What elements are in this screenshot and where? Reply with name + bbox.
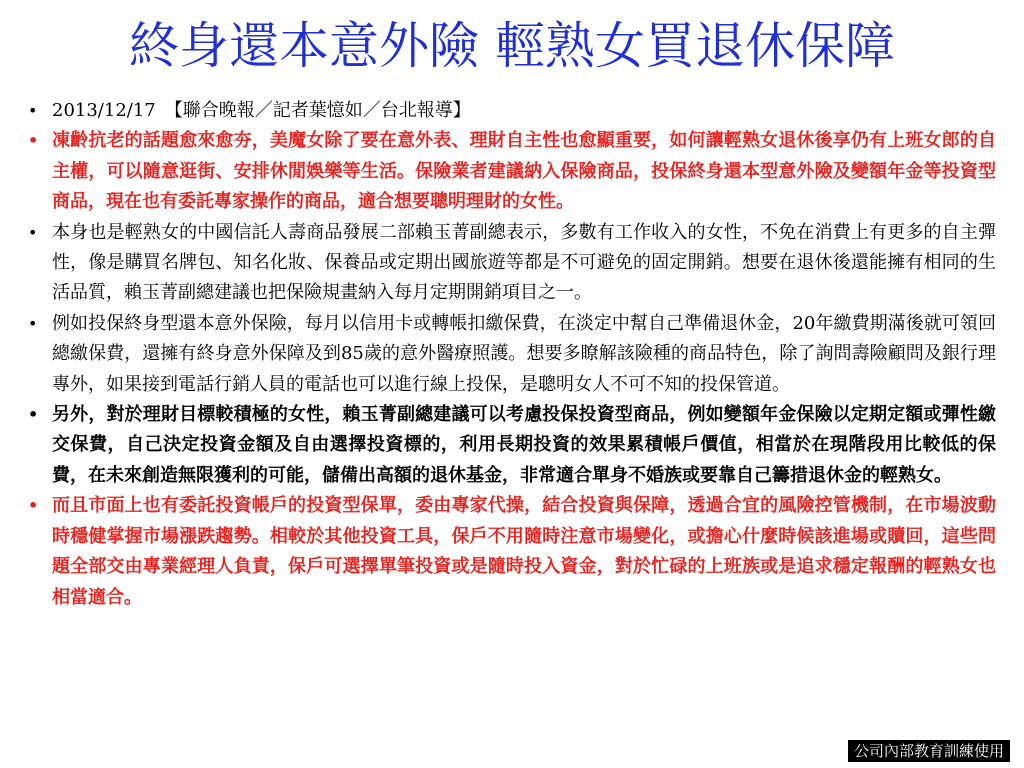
bullet-dot-icon: • — [28, 131, 39, 151]
bullet-text: 而且市面上也有委託投資帳戶的投資型保單，委由專家代操，結合投資與保障，透過合宜的風險控管機制，在市場波動時穩健掌握市場漲跌趨勢。相較於其他投資工具，保戶不用隨時注意市場變化，或擔心什麼時候該進場或贖回，這些問題全部交由專業經理人負責，保戶可選擇單筆投資或是隨時投入資金，對於忙碌的上班族或是追求穩定報酬的輕熟女也相當適合。 — [52, 495, 996, 608]
bullet-item-date — [24, 96, 996, 126]
bullet-item-investment — [24, 400, 996, 491]
bullet-text: 本身也是輕熟女的中國信託人壽商品發展二部賴玉菁副總表示，多數有工作收入的女性，不免在消費上有更多的自主彈性，像是購買名牌包、知名化妝、保養品或定期出國旅遊等都是不可避免的固定開銷。想要在退休後還能擁有相同的生活品質，賴玉菁副總建議也把保險規畫納入每月定期開銷項目之一。 — [52, 221, 996, 304]
slide-title: 終身還本意外險 輕熟女買退休保障 — [129, 17, 895, 75]
bullet-dot-icon: • — [28, 313, 38, 333]
bullet-item-vp-comment — [24, 218, 996, 309]
bullet-item-managed-account — [24, 491, 996, 613]
bullet-text: 凍齡抗老的話題愈來愈夯，美魔女除了要在意外表、理財自主性也愈顯重要，如何讓輕熟女退休後享仍有上班女郎的自主權，可以隨意逛街、安排休閒娛樂等生活。保險業者建議納入保險商品，投保終身還本型意外險及變額年金等投資型商品，現在也有委託專家操作的商品，適合想要聰明理財的女性。 — [52, 130, 996, 213]
bullet-text: 例如投保終身型還本意外保險，每月以信用卡或轉帳扣繳保費，在淡定中幫自己準備退休金，20年繳費期滿後就可領回總繳保費，還擁有終身意外保障及到85歲的意外醫療照護。想要多瞭解該險種的商品特色，除了詢問壽險顧問及銀行理專外，如果接到電話行銷人員的電話也可以進行線上投保，是聰明女人不可不知的投保管道。 — [52, 312, 996, 395]
bullet-text: 另外，對於理財目標較積極的女性，賴玉菁副總建議可以考慮投保投資型商品，例如變額年金保險以定期定額或彈性繳交保費，自己決定投資金額及自由選擇投資標的，利用長期投資的效果累積帳戶價值，相當於在現階段用比較低的保費，在未來創造無限獲利的可能，儲備出高額的退休基金，非常適合單身不婚族或要靠自己籌措退休金的輕熟女。 — [52, 404, 996, 486]
bullet-dot-icon: • — [28, 222, 38, 242]
bullet-dot-icon: • — [28, 496, 39, 516]
bullet-dot-icon: • — [28, 405, 39, 425]
bullet-text: 2013/12/17 【聯合晚報／記者葉憶如／台北報導】 — [52, 100, 471, 121]
bullet-item-example — [24, 309, 996, 400]
bullet-list — [24, 96, 996, 613]
bullet-dot-icon: • — [28, 101, 38, 120]
footer-label: 公司內部教育訓練使用 — [848, 740, 1010, 762]
bullet-item-intro — [24, 126, 996, 217]
